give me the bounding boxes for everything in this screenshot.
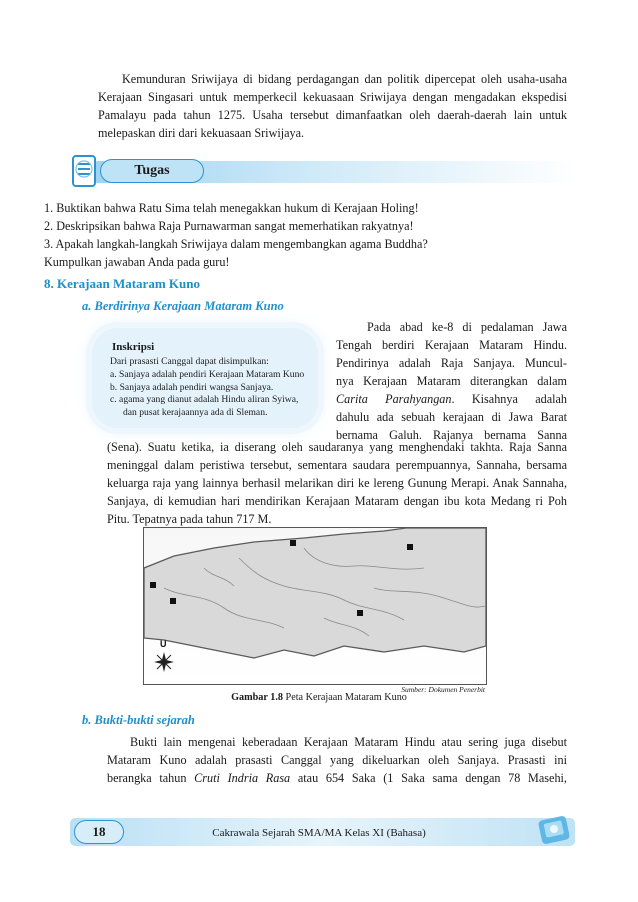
mataram-right-line: nya Kerajaan Mataram diterangkan dalam [336, 374, 567, 388]
figure-caption-text: Peta Kerajaan Mataram Kuno [282, 692, 407, 703]
tugas-banner [70, 152, 580, 192]
bukti-line: berangka tahun Cruti Indria Rasa atau 654 Saka (1 Saka sama dengan 78 Masehi, [107, 771, 567, 785]
tugas-item-1: 1. Buktikan bahwa Ratu Sima telah menegakkan hukum di Kerajaan Holing! [44, 201, 419, 215]
intro-paragraph: Kemunduran Sriwijaya di bidang perdagangan dan politik dipercepat oleh usaha-usaha Kerajaan Singasari untuk memperkecil kekuasaan Sriwijaya dengan mengadakan ekspedisi Pamalayu pada tahun 1275. Usaha tersebut dimanfaatkan oleh daerah-daerah lain untuk melepaskan diri dari kekuasaan Sriwijaya. [98, 72, 567, 140]
figure-caption [0, 689, 638, 707]
compass-icon [154, 652, 174, 672]
map-figure [143, 527, 487, 685]
inskripsi-item-a: a. Sanjaya adalah pendiri Kerajaan Mataram Kuno [110, 368, 305, 380]
figure-caption-label: Gambar 1.8 [231, 692, 283, 703]
tugas-item-3: 3. Apakah langkah-langkah Sriwijaya dalam mengembangkan agama Buddha? [44, 237, 428, 251]
tugas-item-2: 2. Deskripsikan bahwa Raja Purnawarman sangat memerhatikan rakyatnya! [44, 219, 414, 233]
tugas-closing: Kumpulkan jawaban Anda pada guru! [44, 255, 230, 269]
inskripsi-item-b: b. Sanjaya adalah pendiri wangsa Sanjaya. [110, 381, 274, 393]
footer-book-title: Cakrawala Sejarah SMA/MA Kelas XI (Bahasa) [212, 827, 426, 839]
inskripsi-title: Inskripsi [112, 341, 155, 353]
tugas-title: Tugas [100, 159, 204, 183]
mataram-right-line: Pada abad ke-8 di pedalaman Jawa [367, 320, 567, 334]
document-icon [70, 152, 102, 190]
section-heading: 8. Kerajaan Mataram Kuno [44, 276, 200, 291]
mataram-right-line: Pendirinya adalah Raja Sanjaya. Muncul- [336, 356, 567, 370]
inskripsi-item-c: c. agama yang dianut adalah Hindu aliran Syiwa, dan pusat kerajaannya ada di Sleman. [110, 394, 299, 419]
mataram-right-line: Carita Parahyangan. Kisahnya adalah [336, 392, 567, 406]
book-logo-icon [536, 812, 572, 848]
page-number: 18 [74, 820, 124, 844]
tugas-list [44, 199, 574, 271]
inskripsi-content [110, 356, 314, 420]
inskripsi-intro: Dari prasasti Canggal dapat disimpulkan: [110, 356, 269, 367]
mataram-paragraph-right [336, 318, 567, 444]
bukti-paragraph [107, 733, 567, 787]
mataram-right-line: Tengah berdiri Kerajaan Mataram Hindu. [336, 338, 567, 352]
figure-source: Sumber: Dokumen Penerbit [401, 685, 485, 694]
mataram-right-line: dahulu ada sebuah kerajaan di Jawa Barat [336, 410, 567, 424]
bukti-line: Bukti lain mengenai keberadaan Kerajaan Mataram Hindu atau sering juga disebut [130, 735, 567, 749]
mataram-right-line: bernama Galuh. Rajanya bernama Sanna [336, 428, 567, 442]
subsection-heading-b: b. Bukti-bukti sejarah [82, 713, 195, 727]
bukti-line: Mataram Kuno adalah prasasti Canggal yang dikeluarkan oleh Sanjaya. Prasasti ini [107, 753, 567, 767]
subsection-heading-a: a. Berdirinya Kerajaan Mataram Kuno [82, 299, 284, 313]
map-mataram-kuno [144, 528, 486, 684]
compass-label: U [160, 639, 167, 649]
mataram-paragraph-full: (Sena). Suatu ketika, ia diserang oleh saudaranya yang menghendaki takhta. Raja Sanna meninggal dalam peristiwa tersebut, sementara saudara perempuannya, Sannaha, bersama keluarga raja yang lainnya berhasil melarikan diri ke lereng Gunung Merapi. Anak Sannaha, Sanjaya, di kemudian hari mendirikan Kerajaan Mataram dengan ibu kota Medang ri Poh Pitu. Tepatnya pada tahun 717 M. [107, 440, 567, 526]
